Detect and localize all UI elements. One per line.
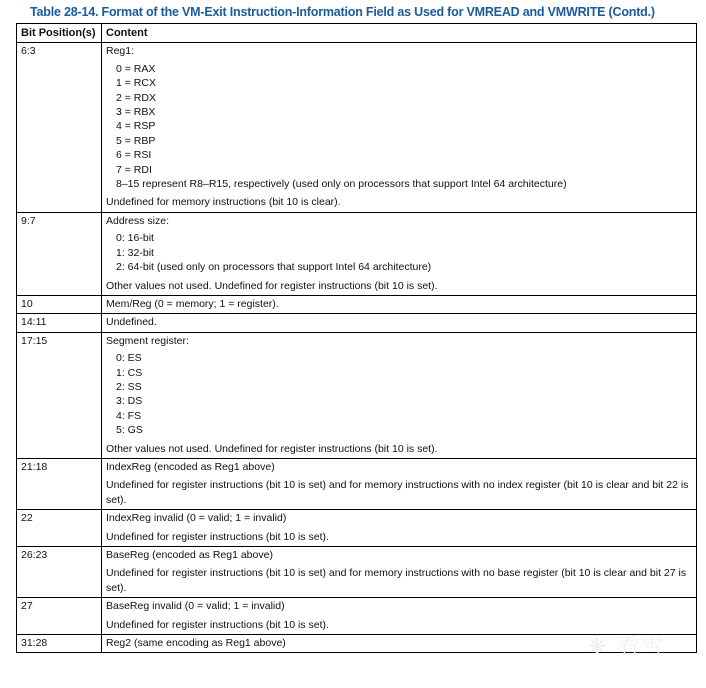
content-cell bbox=[102, 547, 697, 598]
table-header-row bbox=[17, 24, 697, 43]
content-note-text: Undefined for register instructions (bit 10 is set) and for memory instructions with no base register (bit 10 is clear and bit 27 is set). bbox=[106, 567, 687, 594]
table-row bbox=[17, 212, 697, 295]
content-cell bbox=[102, 43, 697, 212]
bit-position-cell: 27 bbox=[17, 598, 102, 635]
table-row bbox=[17, 510, 697, 547]
bit-position-cell: 9:7 bbox=[17, 212, 102, 295]
content-lead-text: BaseReg (encoded as Reg1 above) bbox=[106, 549, 273, 561]
content-cell bbox=[102, 332, 697, 458]
content-cell bbox=[102, 295, 697, 313]
bit-position-cell: 31:28 bbox=[17, 635, 102, 653]
table-row bbox=[17, 43, 697, 212]
bit-position-cell: 10 bbox=[17, 295, 102, 313]
encoding-list-item: 2: 64-bit (used only on processors that support Intel 64 architecture) bbox=[116, 261, 432, 274]
table-row bbox=[17, 598, 697, 635]
bit-position-cell: 14:11 bbox=[17, 314, 102, 332]
table-title: Table 28-14. Format of the VM-Exit Instruction-Information Field as Used for VMREAD and VMWRITE (Contd.) bbox=[30, 5, 655, 19]
encoding-list bbox=[106, 231, 692, 274]
content-lead-text: IndexReg (encoded as Reg1 above) bbox=[106, 460, 275, 473]
instruction-info-table bbox=[16, 23, 697, 653]
encoding-list-item: 5: GS bbox=[116, 424, 143, 437]
bit-position-cell: 6:3 bbox=[17, 43, 102, 212]
content-lead-text: Address size: bbox=[106, 214, 170, 227]
encoding-list bbox=[106, 62, 692, 192]
content-note-text: Undefined for register instructions (bit 10 is set). bbox=[106, 618, 329, 631]
encoding-list-item: 6 = RSI bbox=[116, 149, 152, 162]
content-cell bbox=[102, 510, 697, 547]
content-lead-text: IndexReg invalid (0 = valid; 1 = invalid) bbox=[106, 512, 287, 525]
content-cell bbox=[102, 314, 697, 332]
encoding-list-item: 3: DS bbox=[116, 395, 143, 408]
encoding-list-item: 2: SS bbox=[116, 380, 142, 393]
encoding-list-item: 1: 32-bit bbox=[116, 246, 154, 259]
encoding-list-item: 4: FS bbox=[116, 409, 142, 422]
table-row bbox=[17, 547, 697, 598]
content-lead-text: Mem/Reg (0 = memory; 1 = register). bbox=[106, 297, 279, 310]
encoding-list-item: 4 = RSP bbox=[116, 120, 156, 133]
encoding-list bbox=[106, 351, 692, 437]
table-row bbox=[17, 295, 697, 313]
encoding-list-item: 0: 16-bit bbox=[116, 232, 154, 245]
bit-position-cell: 17:15 bbox=[17, 332, 102, 458]
table-body bbox=[17, 43, 697, 653]
encoding-list-item: 1: CS bbox=[116, 366, 143, 379]
content-lead-text: Segment register: bbox=[106, 334, 189, 347]
content-note-text: Other values not used. Undefined for register instructions (bit 10 is set). bbox=[106, 279, 438, 292]
encoding-list-item: 0: ES bbox=[116, 352, 142, 365]
content-cell bbox=[102, 212, 697, 295]
content-note-text: Other values not used. Undefined for register instructions (bit 10 is set). bbox=[106, 442, 438, 455]
content-lead-text: Undefined. bbox=[106, 316, 157, 329]
encoding-list-item: 5 = RBP bbox=[116, 134, 156, 147]
bit-position-cell: 22 bbox=[17, 510, 102, 547]
content-lead-text: BaseReg invalid (0 = valid; 1 = invalid) bbox=[106, 600, 285, 613]
watermark-logo: ❋ 看雪 bbox=[588, 635, 666, 660]
content-cell bbox=[102, 598, 697, 635]
column-header-content: Content bbox=[102, 24, 697, 43]
encoding-list-item: 1 = RCX bbox=[116, 77, 156, 90]
encoding-list-item: 8–15 represent R8–R15, respectively (used only on processors that support Intel 64 architecture) bbox=[116, 178, 567, 191]
content-note-text: Undefined for register instructions (bit 10 is set) and for memory instructions with no index register (bit 10 is clear and bit 22 is set). bbox=[106, 479, 689, 506]
bit-position-cell: 21:18 bbox=[17, 458, 102, 509]
content-cell bbox=[102, 458, 697, 509]
content-lead-text: Reg1: bbox=[106, 45, 135, 58]
content-lead-text: Reg2 (same encoding as Reg1 above) bbox=[106, 637, 286, 650]
encoding-list-item: 7 = RDI bbox=[116, 163, 152, 176]
table-row bbox=[17, 332, 697, 458]
encoding-list-item: 0 = RAX bbox=[116, 62, 156, 75]
encoding-list-item: 2 = RDX bbox=[116, 91, 156, 104]
table-row bbox=[17, 314, 697, 332]
column-header-bit-position: Bit Position(s) bbox=[17, 24, 102, 43]
table-row bbox=[17, 458, 697, 509]
content-note-text: Undefined for memory instructions (bit 10 is clear). bbox=[106, 196, 341, 209]
content-note-text: Undefined for register instructions (bit 10 is set). bbox=[106, 530, 329, 543]
bit-position-cell: 26:23 bbox=[17, 547, 102, 598]
encoding-list-item: 3 = RBX bbox=[116, 106, 156, 119]
